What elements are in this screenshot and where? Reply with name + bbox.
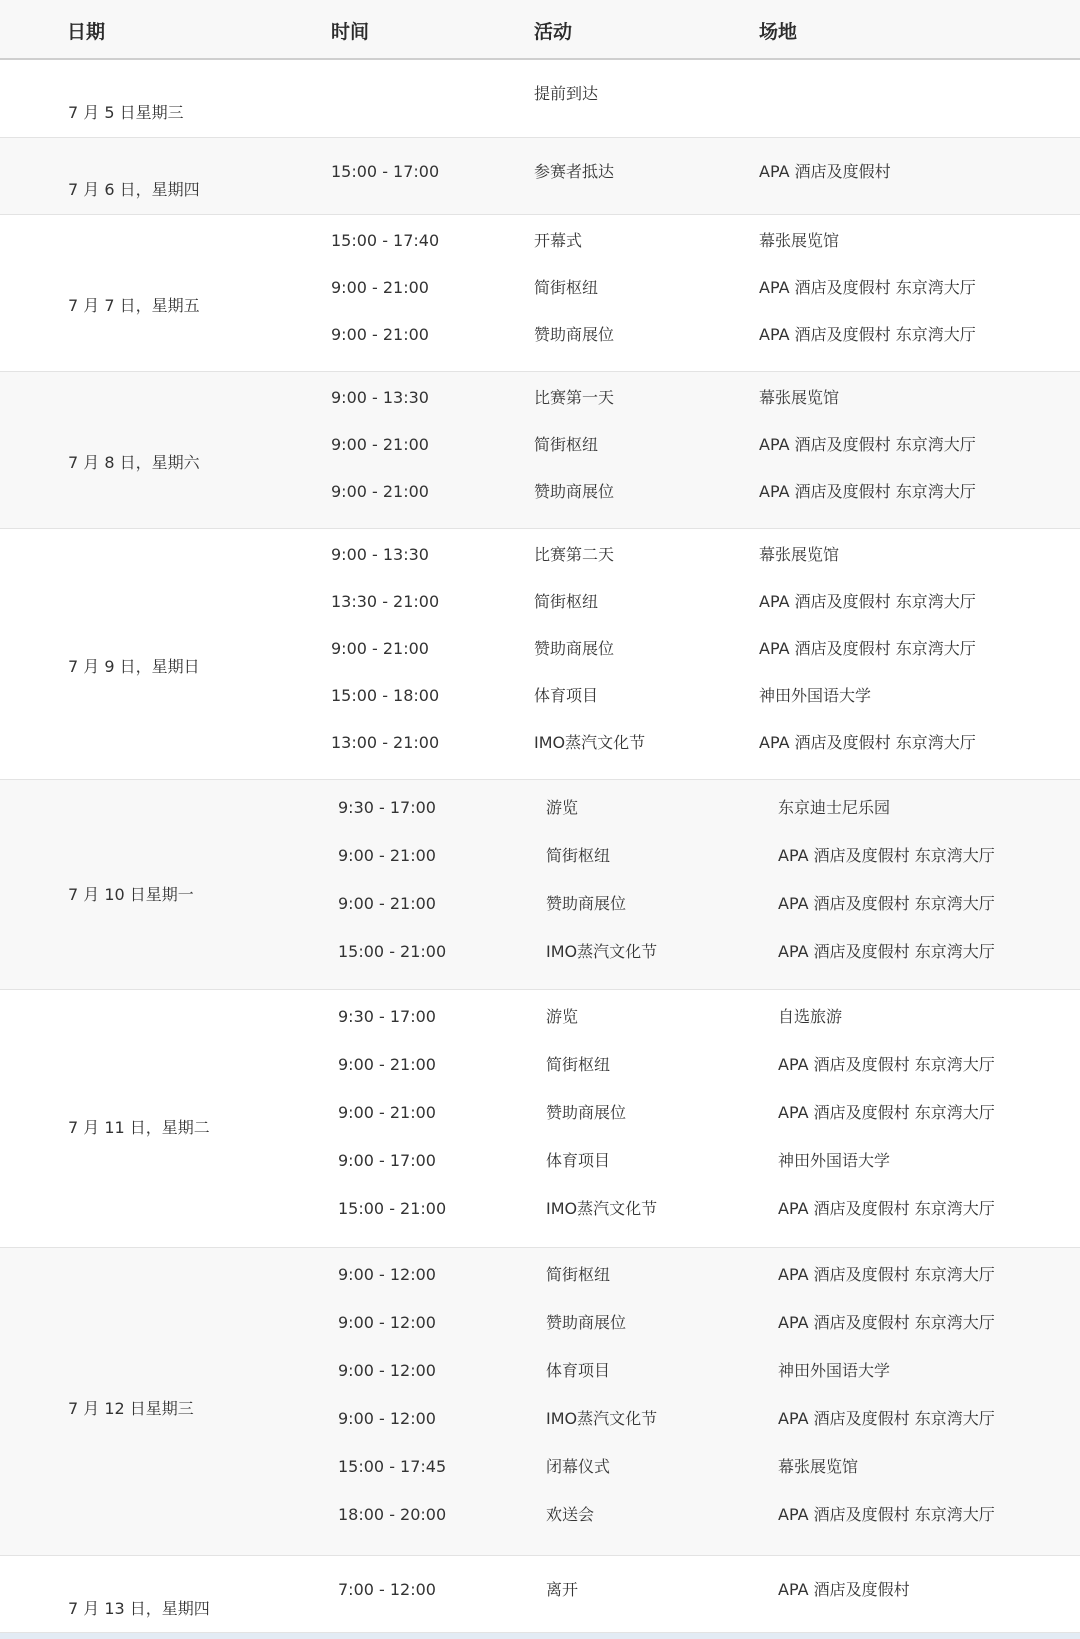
venue-cell: APA 酒店及度假村 东京湾大厅 bbox=[778, 846, 995, 865]
header-activity: 活动 bbox=[534, 21, 573, 43]
table-row bbox=[0, 230, 1080, 252]
activity-cell: 体育项目 bbox=[546, 1361, 611, 1380]
table-row bbox=[0, 591, 1080, 613]
activity-cell: 提前到达 bbox=[534, 84, 599, 103]
table-row bbox=[0, 387, 1080, 409]
date-group bbox=[0, 138, 1080, 215]
venue-cell: APA 酒店及度假村 bbox=[778, 1580, 910, 1599]
time-cell: 15:00 - 17:40 bbox=[331, 231, 440, 250]
table-row bbox=[0, 83, 1080, 105]
date-group bbox=[0, 60, 1080, 138]
activity-cell: 赞助商展位 bbox=[534, 325, 615, 344]
bottom-strip bbox=[0, 1633, 1080, 1639]
date-group bbox=[0, 1556, 1080, 1633]
date-cell: 7 月 8 日，星期六 bbox=[68, 453, 200, 472]
venue-cell: 幕张展览馆 bbox=[759, 388, 840, 407]
time-cell: 13:30 - 21:00 bbox=[331, 592, 440, 611]
activity-cell: 赞助商展位 bbox=[546, 1313, 627, 1332]
activity-cell: 赞助商展位 bbox=[546, 894, 627, 913]
time-cell: 15:00 - 17:00 bbox=[331, 162, 440, 181]
time-cell: 9:00 - 21:00 bbox=[338, 846, 436, 865]
time-cell: 9:00 - 17:00 bbox=[338, 1151, 436, 1170]
table-row bbox=[0, 434, 1080, 456]
table-row bbox=[0, 1054, 1080, 1076]
activity-cell: 比赛第二天 bbox=[534, 545, 615, 564]
venue-cell: 幕张展览馆 bbox=[759, 231, 840, 250]
activity-cell: 简街枢纽 bbox=[546, 1265, 611, 1284]
activity-cell: 游览 bbox=[546, 798, 579, 817]
activity-cell: 赞助商展位 bbox=[546, 1103, 627, 1122]
date-cell: 7 月 11 日，星期二 bbox=[68, 1118, 210, 1137]
venue-cell: 神田外国语大学 bbox=[778, 1361, 891, 1380]
time-cell: 9:00 - 21:00 bbox=[331, 482, 429, 501]
activity-cell: IMO蒸汽文化节 bbox=[546, 942, 658, 961]
time-cell: 15:00 - 18:00 bbox=[331, 686, 440, 705]
activity-cell: IMO蒸汽文化节 bbox=[546, 1409, 658, 1428]
time-cell: 9:00 - 21:00 bbox=[331, 325, 429, 344]
table-row bbox=[0, 797, 1080, 819]
time-cell: 9:00 - 21:00 bbox=[338, 894, 436, 913]
activity-cell: 赞助商展位 bbox=[534, 639, 615, 658]
activity-cell: 比赛第一天 bbox=[534, 388, 615, 407]
table-row bbox=[0, 1150, 1080, 1172]
venue-cell: 幕张展览馆 bbox=[759, 545, 840, 564]
table-row bbox=[0, 1360, 1080, 1382]
time-cell: 13:00 - 21:00 bbox=[331, 733, 440, 752]
venue-cell: 东京迪士尼乐园 bbox=[778, 798, 891, 817]
table-row bbox=[0, 1456, 1080, 1478]
venue-cell: APA 酒店及度假村 东京湾大厅 bbox=[759, 482, 976, 501]
table-row bbox=[0, 685, 1080, 707]
venue-cell: 神田外国语大学 bbox=[778, 1151, 891, 1170]
activity-cell: 赞助商展位 bbox=[534, 482, 615, 501]
venue-cell: APA 酒店及度假村 东京湾大厅 bbox=[778, 1265, 995, 1284]
time-cell: 9:00 - 12:00 bbox=[338, 1409, 436, 1428]
time-cell: 9:00 - 12:00 bbox=[338, 1313, 436, 1332]
time-cell: 9:00 - 21:00 bbox=[331, 278, 429, 297]
activity-cell: 参赛者抵达 bbox=[534, 162, 615, 181]
table-body bbox=[0, 60, 1080, 1633]
header-time: 时间 bbox=[331, 21, 370, 43]
activity-cell: IMO蒸汽文化节 bbox=[534, 733, 646, 752]
venue-cell: APA 酒店及度假村 东京湾大厅 bbox=[778, 1199, 995, 1218]
activity-cell: 离开 bbox=[546, 1580, 579, 1599]
venue-cell: APA 酒店及度假村 bbox=[759, 162, 891, 181]
table-row bbox=[0, 277, 1080, 299]
time-cell: 9:00 - 12:00 bbox=[338, 1361, 436, 1380]
venue-cell: APA 酒店及度假村 东京湾大厅 bbox=[778, 1505, 995, 1524]
activity-cell: 简街枢纽 bbox=[534, 278, 599, 297]
time-cell: 15:00 - 21:00 bbox=[338, 1199, 447, 1218]
date-group bbox=[0, 372, 1080, 529]
activity-cell: IMO蒸汽文化节 bbox=[546, 1199, 658, 1218]
table-row bbox=[0, 1198, 1080, 1220]
time-cell: 9:00 - 12:00 bbox=[338, 1265, 436, 1284]
table-row bbox=[0, 1102, 1080, 1124]
venue-cell: APA 酒店及度假村 东京湾大厅 bbox=[759, 435, 976, 454]
venue-cell: APA 酒店及度假村 东京湾大厅 bbox=[759, 592, 976, 611]
date-cell: 7 月 9 日，星期日 bbox=[68, 657, 200, 676]
table-row bbox=[0, 544, 1080, 566]
table-row bbox=[0, 1408, 1080, 1430]
activity-cell: 简街枢纽 bbox=[546, 1055, 611, 1074]
date-cell: 7 月 13 日，星期四 bbox=[68, 1599, 210, 1618]
table-row bbox=[0, 1579, 1080, 1601]
table-row bbox=[0, 893, 1080, 915]
time-cell: 15:00 - 21:00 bbox=[338, 942, 447, 961]
date-cell: 7 月 6 日，星期四 bbox=[68, 180, 200, 199]
venue-cell: APA 酒店及度假村 东京湾大厅 bbox=[759, 325, 976, 344]
activity-cell: 闭幕仪式 bbox=[546, 1457, 611, 1476]
date-cell: 7 月 12 日星期三 bbox=[68, 1399, 194, 1418]
header-venue: 场地 bbox=[759, 21, 798, 43]
time-cell: 9:30 - 17:00 bbox=[338, 798, 436, 817]
date-cell: 7 月 7 日，星期五 bbox=[68, 296, 200, 315]
venue-cell: APA 酒店及度假村 东京湾大厅 bbox=[778, 1103, 995, 1122]
header-date: 日期 bbox=[67, 21, 106, 43]
venue-cell: 自选旅游 bbox=[778, 1007, 843, 1026]
table-row bbox=[0, 732, 1080, 754]
table-row bbox=[0, 845, 1080, 867]
venue-cell: APA 酒店及度假村 东京湾大厅 bbox=[778, 1409, 995, 1428]
venue-cell: APA 酒店及度假村 东京湾大厅 bbox=[778, 1313, 995, 1332]
date-group bbox=[0, 529, 1080, 780]
table-row bbox=[0, 481, 1080, 503]
table-row bbox=[0, 1264, 1080, 1286]
activity-cell: 欢送会 bbox=[546, 1505, 595, 1524]
venue-cell: 神田外国语大学 bbox=[759, 686, 872, 705]
date-group bbox=[0, 780, 1080, 990]
activity-cell: 简街枢纽 bbox=[534, 435, 599, 454]
date-cell: 7 月 5 日星期三 bbox=[68, 103, 184, 122]
time-cell: 9:00 - 21:00 bbox=[331, 435, 429, 454]
table-row bbox=[0, 324, 1080, 346]
time-cell: 18:00 - 20:00 bbox=[338, 1505, 447, 1524]
time-cell: 15:00 - 17:45 bbox=[338, 1457, 447, 1476]
table-row bbox=[0, 638, 1080, 660]
date-group bbox=[0, 1248, 1080, 1556]
time-cell: 9:00 - 13:30 bbox=[331, 545, 429, 564]
date-group bbox=[0, 990, 1080, 1248]
table-row bbox=[0, 941, 1080, 963]
table-header bbox=[0, 0, 1080, 60]
venue-cell: APA 酒店及度假村 东京湾大厅 bbox=[759, 639, 976, 658]
table-row bbox=[0, 1504, 1080, 1526]
venue-cell: APA 酒店及度假村 东京湾大厅 bbox=[759, 278, 976, 297]
activity-cell: 简街枢纽 bbox=[534, 592, 599, 611]
time-cell: 9:00 - 21:00 bbox=[331, 639, 429, 658]
time-cell: 7:00 - 12:00 bbox=[338, 1580, 436, 1599]
venue-cell: APA 酒店及度假村 东京湾大厅 bbox=[778, 1055, 995, 1074]
time-cell: 9:00 - 13:30 bbox=[331, 388, 429, 407]
date-group bbox=[0, 215, 1080, 372]
table-row bbox=[0, 1312, 1080, 1334]
time-cell: 9:30 - 17:00 bbox=[338, 1007, 436, 1026]
date-cell: 7 月 10 日星期一 bbox=[68, 885, 194, 904]
venue-cell: APA 酒店及度假村 东京湾大厅 bbox=[778, 942, 995, 961]
activity-cell: 游览 bbox=[546, 1007, 579, 1026]
venue-cell: APA 酒店及度假村 东京湾大厅 bbox=[759, 733, 976, 752]
table-row bbox=[0, 161, 1080, 183]
activity-cell: 开幕式 bbox=[534, 231, 583, 250]
activity-cell: 体育项目 bbox=[546, 1151, 611, 1170]
table-row bbox=[0, 1006, 1080, 1028]
activity-cell: 简街枢纽 bbox=[546, 846, 611, 865]
venue-cell: APA 酒店及度假村 东京湾大厅 bbox=[778, 894, 995, 913]
activity-cell: 体育项目 bbox=[534, 686, 599, 705]
time-cell: 9:00 - 21:00 bbox=[338, 1055, 436, 1074]
time-cell: 9:00 - 21:00 bbox=[338, 1103, 436, 1122]
venue-cell: 幕张展览馆 bbox=[778, 1457, 859, 1476]
